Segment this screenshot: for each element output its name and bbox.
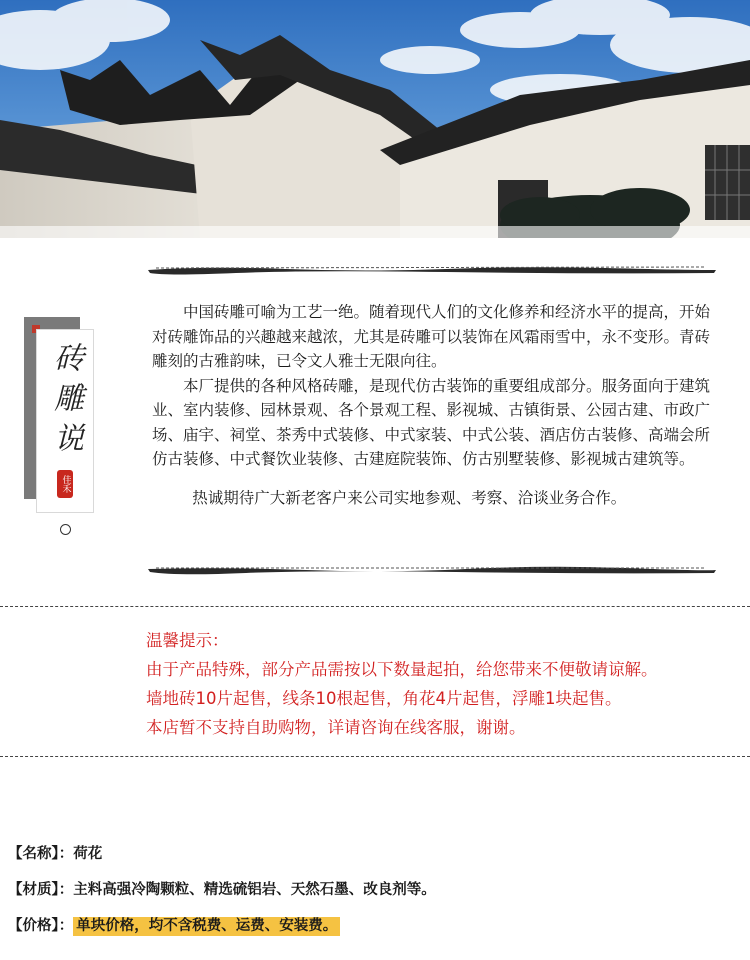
spec-name-row xyxy=(8,842,102,863)
hero-photo xyxy=(0,0,750,238)
notice-line-1: 由于产品特殊，部分产品需按以下数量起拍，给您带来不便敬请谅解。 xyxy=(146,660,658,679)
spec-price-label: 【价格】： xyxy=(8,918,74,934)
spec-name-label: 【名称】： xyxy=(8,846,74,862)
notice-line-3: 本店暂不支持自助购物，详请咨询在线客服，谢谢。 xyxy=(146,718,526,737)
intro-invitation: 热诚期待广大新老客户来公司实地参观、考察、洽谈业务合作。 xyxy=(192,488,627,507)
intro-paragraph-2: 本厂提供的各种风格砖雕，是现代仿古装饰的重要组成部分。服务面向于建筑业、室内装修、园林景观、各个景观工程、影视城、古镇街景、公园古建、市政广场、庙宇、祠堂、茶秀中式装修、中式家装、中式公装、酒店仿古装修、高端会所仿古装修、中式餐饮业装修、古建庭院装饰、仿古别墅装修、影视城古建筑等。 xyxy=(152,376,711,468)
dashed-divider-top xyxy=(0,606,750,607)
intro-paragraph-1: 中国砖雕可喻为工艺一绝。随着现代人们的文化修养和经济水平的提高，开始对砖雕饰品的兴趣越来越浓，尤其是砖雕可以装饰在风霜雨雪中，永不变形。青砖雕刻的古雅韵味，已令文人雅士无限向往。 xyxy=(152,303,711,370)
notice-title: 温馨提示： xyxy=(146,631,229,650)
spec-price-value: 单块价格，均不含税费、运费、安装费。 xyxy=(73,917,340,936)
notice-line-2: 墙地砖10片起售，线条10根起售，角花4片起售，浮雕1块起售。 xyxy=(146,689,622,708)
title-card xyxy=(36,329,94,513)
hero-illustration xyxy=(0,0,750,238)
brush-divider-bottom xyxy=(146,565,718,575)
notice-section xyxy=(146,626,746,742)
circle-mark-icon xyxy=(60,524,71,535)
dashed-divider-bottom xyxy=(0,756,750,757)
spec-name-value: 荷花 xyxy=(73,846,103,862)
brush-divider-top xyxy=(146,265,718,275)
spec-material-value: 主料高强冷陶颗粒、精选硫铝岩、天然石墨、改良剂等。 xyxy=(73,882,436,898)
intro-section xyxy=(152,300,716,510)
spec-price-row xyxy=(8,914,340,935)
title-card-text: 砖雕说 xyxy=(48,342,83,462)
spec-material-label: 【材质】： xyxy=(8,882,74,898)
seal-stamp: 佳禾 xyxy=(57,470,73,498)
spec-material-row xyxy=(8,878,436,899)
